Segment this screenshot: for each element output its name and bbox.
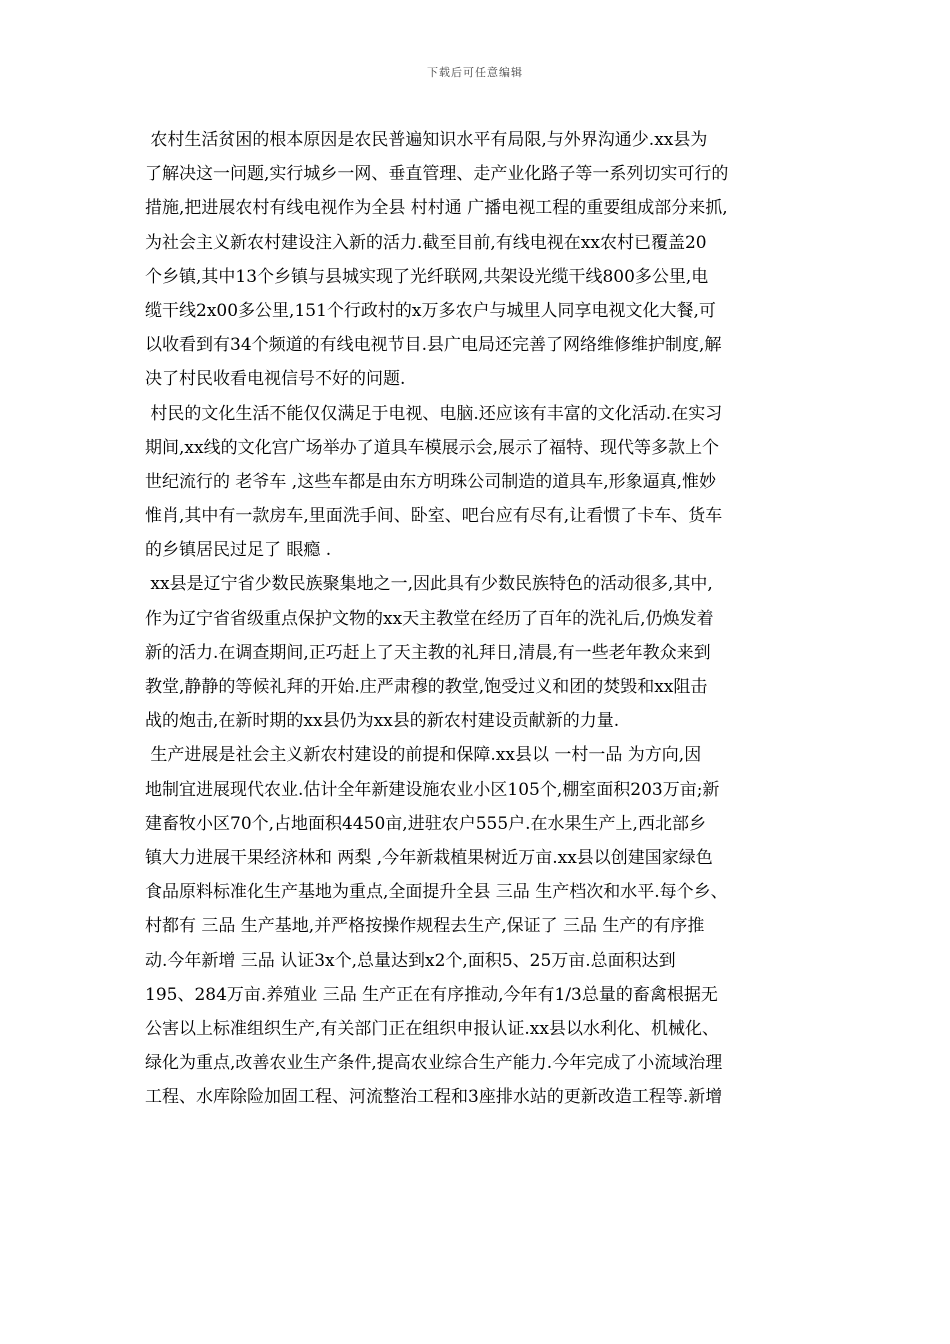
text-line: 食品原料标准化生产基地为重点,全面提升全县 三品 生产档次和水平.每个乡、 [145, 882, 728, 903]
text-line: 农村生活贫困的根本原因是农民普遍知识水平有局限,与外界沟通少.xx县为 [145, 130, 708, 150]
text-line: 惟肖,其中有一款房车,里面洗手间、卧室、吧台应有尽有,让看惯了卡车、货车 [145, 506, 723, 527]
page-header: 下载后可任意编辑 [427, 66, 523, 79]
text-line: 公害以上标准组织生产,有关部门正在组织申报认证.xx县以水利化、机械化、 [145, 1018, 719, 1039]
text-line: 的乡镇居民过足了 眼瘾 . [145, 540, 332, 561]
text-line: 绿化为重点,改善农业生产条件,提高农业综合生产能力.今年完成了小流域治理 [145, 1053, 723, 1074]
text-line: 期间,xx线的文化宫广场举办了道具车模展示会,展示了福特、现代等多款上个 [145, 437, 719, 458]
text-line: 教堂,静静的等候礼拜的开始.庄严肃穆的教堂,饱受过义和团的焚毁和xx阻击 [145, 677, 708, 697]
text-line: 镇大力进展干果经济林和 两梨 ,今年新栽植果树近万亩.xx县以创建国家绿色 [145, 847, 713, 868]
text-line: 工程、水库除险加固工程、河流整治工程和3座排水站的更新改造工程等.新增 [145, 1087, 723, 1108]
text-line: 缆干线2x00多公里,151个行政村的x万多农户与城里人同享电视文化大餐,可 [145, 300, 716, 321]
text-line: 建畜牧小区70个,占地面积4450亩,进驻农户555户.在水果生产上,西北部乡 [145, 813, 706, 834]
text-line: 决了村民收看电视信号不好的问题. [145, 369, 406, 390]
text-line: 作为辽宁省省级重点保护文物的xx天主教堂在经历了百年的洗礼后,仍焕发着 [145, 608, 714, 629]
text-line: 195、284万亩.养殖业 三品 生产正在有序推动,今年有1/3总量的畜禽根据无 [145, 984, 718, 1005]
text-line: 个乡镇,其中13个乡镇与县城实现了光纤联网,共架设光缆干线800多公里,电 [145, 266, 709, 287]
text-line: 地制宜进展现代农业.估计全年新建设施农业小区105个,棚室面积203万亩;新 [145, 779, 720, 800]
text-line: 以收看到有34个频道的有线电视节目.县广电局还完善了网络维修维护制度,解 [145, 335, 722, 356]
text-line: 为社会主义新农村建设注入新的活力.截至目前,有线电视在xx农村已覆盖20 [145, 232, 707, 253]
text-line: 村都有 三品 生产基地,并严格按操作规程去生产,保证了 三品 生产的有序推 [145, 916, 705, 937]
text-line: 措施,把进展农村有线电视作为全县 村村通 广播电视工程的重要组成部分来抓, [145, 198, 728, 219]
text-line: 新的活力.在调查期间,正巧赶上了天主教的礼拜日,清晨,有一些老年教众来到 [145, 642, 711, 663]
text-line: 动.今年新增 三品 认证3x个,总量达到x2个,面积5、25万亩.总面积达到 [145, 950, 676, 971]
text-line: 世纪流行的 老爷车 ,这些车都是由东方明珠公司制造的道具车,形象逼真,惟妙 [145, 471, 717, 492]
text-line: 村民的文化生活不能仅仅满足于电视、电脑.还应该有丰富的文化活动.在实习 [145, 403, 723, 424]
text-line: 生产进展是社会主义新农村建设的前提和保障.xx县以 一村一品 为方向,因 [145, 745, 702, 766]
text-line: 战的炮击,在新时期的xx县仍为xx县的新农村建设贡献新的力量. [145, 711, 620, 732]
text-line: 了解决这一问题,实行城乡一网、垂直管理、走产业化路子等一系列切实可行的 [145, 164, 729, 185]
text-line: xx县是辽宁省少数民族聚集地之一,因此具有少数民族特色的活动很多,其中, [145, 574, 713, 595]
document-body [145, 123, 813, 1114]
